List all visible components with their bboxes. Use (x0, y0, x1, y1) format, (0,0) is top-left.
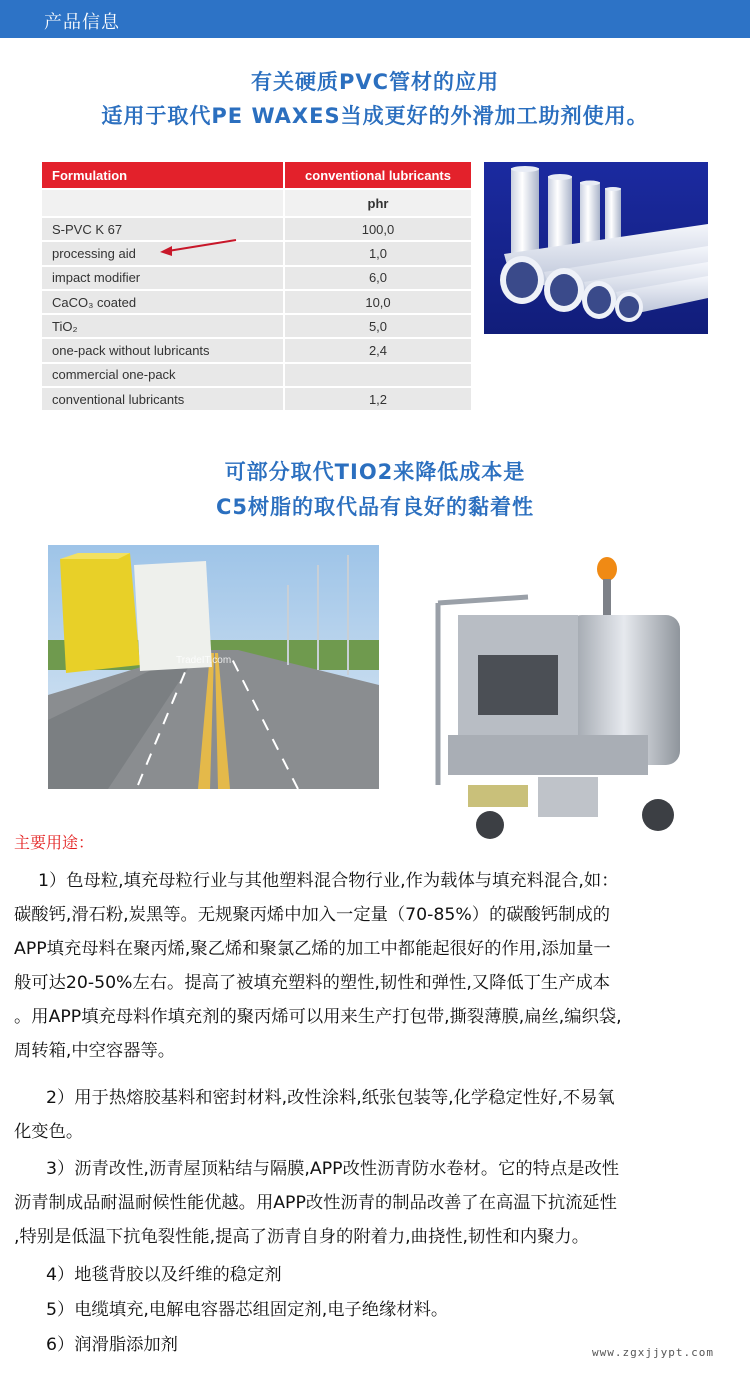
table-row (42, 338, 471, 362)
table-cell-value (284, 363, 471, 387)
usage-p2-line: 化变色。 (14, 1122, 84, 1142)
section1-title-line1: 有关硬质PVC管材的应用 (250, 70, 500, 94)
table-row (42, 314, 471, 338)
table-cell-name: processing aid (42, 241, 284, 265)
table-unit-empty (42, 189, 284, 217)
table-cell-value: 100,0 (284, 217, 471, 241)
table-row (42, 217, 471, 241)
usage-p6-line: 6）润滑脂添加剂 (46, 1335, 178, 1355)
road-image-watermark: TradeIT.com (176, 655, 232, 666)
usage-p1-line: 周转箱,中空容器等。 (14, 1041, 176, 1061)
table-cell-value: 5,0 (284, 314, 471, 338)
usage-p5-line: 5）电缆填充,电解电容器芯组固定剂,电子绝缘材料。 (46, 1300, 449, 1320)
table-row (42, 363, 471, 387)
table-cell-name: CaCO₃ coated (42, 290, 284, 314)
usage-p1-line: 1）色母粒,填充母粒行业与其他塑料混合物行业,作为载体与填充料混合,如： (38, 871, 619, 891)
usage-p3-line: 3）沥青改性,沥青屋顶粘结与隔膜,APP改性沥青防水卷材。它的特点是改性 (46, 1159, 620, 1179)
usage-p1-line: 般可达20-50%左右。提高了被填充塑料的塑性,韧性和弹性,又降低丁生产成本 (14, 973, 611, 993)
section2-title-line1: 可部分取代TIO2来降低成本是 (224, 460, 526, 484)
usage-paragraph-4 (14, 1258, 738, 1292)
table-cell-name: S-PVC K 67 (42, 217, 284, 241)
table-unit-row (42, 189, 471, 217)
usage-p2-line: 2）用于热熔胶基料和密封材料,改性涂料,纸张包装等,化学稳定性好,不易氧 (46, 1088, 615, 1108)
usage-paragraph-3 (14, 1152, 738, 1254)
table-cell-value: 6,0 (284, 266, 471, 290)
table-cell-value: 10,0 (284, 290, 471, 314)
usage-paragraph-2 (14, 1081, 738, 1149)
usage-p1-line: 碳酸钙,滑石粉,炭黑等。无规聚丙烯中加入一定量（70-85%）的碳酸钙制成的 (14, 905, 611, 925)
table-row (42, 290, 471, 314)
table-cell-name: conventional lubricants (42, 387, 284, 411)
table-cell-value: 2,4 (284, 338, 471, 362)
table-cell-value: 1,0 (284, 241, 471, 265)
table-cell-name: impact modifier (42, 266, 284, 290)
table-row (42, 266, 471, 290)
road-and-bags-image (48, 545, 379, 789)
table-header-formulation: Formulation (42, 162, 284, 189)
usage-paragraph-5 (14, 1293, 738, 1327)
usage-paragraph-1 (14, 864, 738, 1068)
table-cell-value: 1,2 (284, 387, 471, 411)
usage-p3-line: ,特别是低温下抗龟裂性能,提高了沥青自身的附着力,曲挠性,韧性和内聚力。 (14, 1227, 589, 1247)
table-header-row (42, 162, 471, 189)
pvc-pipes-image (484, 162, 708, 334)
table-row (42, 241, 471, 265)
usage-p1-line: 。用APP填充母料作填充剂的聚丙烯可以用来生产打包带,撕裂薄膜,扁丝,编织袋, (14, 1007, 622, 1027)
table-row (42, 387, 471, 411)
table-header-lubricants: conventional lubricants (284, 162, 471, 189)
table-unit: phr (284, 189, 471, 217)
usage-p1-line: APP填充母料在聚丙烯,聚乙烯和聚氯乙烯的加工中都能起很好的作用,添加量一 (14, 939, 611, 959)
table-cell-name: commercial one-pack (42, 363, 284, 387)
formulation-table (42, 162, 471, 412)
pointer-arrow-icon (158, 236, 238, 258)
section1-title-line2: 适用于取代PE WAXES当成更好的外滑加工助剂使用。 (101, 104, 649, 128)
usage-title: 主要用途： (14, 833, 95, 852)
header-title: 产品信息 (44, 12, 120, 33)
site-watermark: www.zgxjjypt.com (592, 1346, 714, 1359)
section2-title-line2: C5树脂的取代品有良好的黏着性 (215, 495, 535, 519)
table-cell-name: one-pack without lubricants (42, 338, 284, 362)
table-cell-name: TiO₂ (42, 314, 284, 338)
header-bar (0, 0, 750, 38)
usage-p3-line: 沥青制成品耐温耐候性能优越。用APP改性沥青的制品改善了在高温下抗流延性 (14, 1193, 617, 1213)
usage-p4-line: 4）地毯背胶以及纤维的稳定剂 (46, 1265, 282, 1285)
road-marking-machine-image (418, 555, 708, 845)
